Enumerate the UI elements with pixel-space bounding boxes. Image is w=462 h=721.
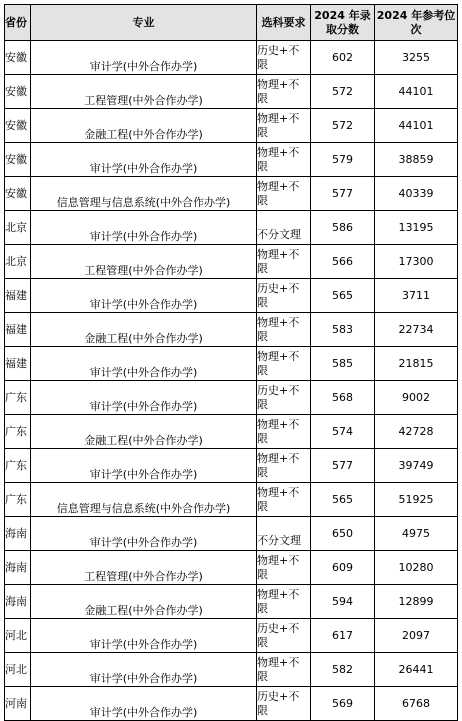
cell-province: 河北 bbox=[5, 653, 31, 687]
cell-score: 583 bbox=[311, 313, 375, 347]
cell-rank: 3711 bbox=[375, 279, 458, 313]
cell-requirement: 物理+不限 bbox=[257, 585, 311, 619]
cell-province: 海南 bbox=[5, 551, 31, 585]
cell-province: 广东 bbox=[5, 381, 31, 415]
cell-province: 安徽 bbox=[5, 177, 31, 211]
cell-rank: 51925 bbox=[375, 483, 458, 517]
cell-score: 572 bbox=[311, 75, 375, 109]
cell-requirement: 物理+不限 bbox=[257, 449, 311, 483]
table-row bbox=[5, 517, 458, 551]
cell-major: 审计学(中外合作办学) bbox=[31, 517, 257, 551]
admission-table bbox=[4, 4, 458, 721]
table-row bbox=[5, 245, 458, 279]
cell-rank: 3255 bbox=[375, 41, 458, 75]
header-major: 专业 bbox=[31, 5, 257, 41]
cell-requirement: 物理+不限 bbox=[257, 143, 311, 177]
cell-score: 617 bbox=[311, 619, 375, 653]
cell-score: 586 bbox=[311, 211, 375, 245]
cell-major: 金融工程(中外合作办学) bbox=[31, 415, 257, 449]
cell-province: 广东 bbox=[5, 449, 31, 483]
table-row bbox=[5, 279, 458, 313]
cell-requirement: 物理+不限 bbox=[257, 551, 311, 585]
cell-score: 577 bbox=[311, 449, 375, 483]
cell-major: 信息管理与信息系统(中外合作办学) bbox=[31, 483, 257, 517]
header-row bbox=[5, 5, 458, 41]
cell-province: 福建 bbox=[5, 279, 31, 313]
cell-major: 审计学(中外合作办学) bbox=[31, 687, 257, 721]
cell-requirement: 物理+不限 bbox=[257, 75, 311, 109]
cell-rank: 44101 bbox=[375, 75, 458, 109]
cell-requirement: 物理+不限 bbox=[257, 653, 311, 687]
cell-score: 582 bbox=[311, 653, 375, 687]
cell-major: 工程管理(中外合作办学) bbox=[31, 75, 257, 109]
cell-province: 河北 bbox=[5, 619, 31, 653]
table-row bbox=[5, 347, 458, 381]
cell-province: 福建 bbox=[5, 313, 31, 347]
cell-score: 650 bbox=[311, 517, 375, 551]
cell-rank: 12899 bbox=[375, 585, 458, 619]
cell-province: 安徽 bbox=[5, 143, 31, 177]
cell-requirement: 历史+不限 bbox=[257, 279, 311, 313]
cell-rank: 40339 bbox=[375, 177, 458, 211]
cell-score: 577 bbox=[311, 177, 375, 211]
cell-rank: 21815 bbox=[375, 347, 458, 381]
cell-requirement: 物理+不限 bbox=[257, 109, 311, 143]
table-row bbox=[5, 585, 458, 619]
cell-score: 594 bbox=[311, 585, 375, 619]
table-row bbox=[5, 313, 458, 347]
cell-major: 审计学(中外合作办学) bbox=[31, 41, 257, 75]
cell-province: 海南 bbox=[5, 585, 31, 619]
cell-rank: 42728 bbox=[375, 415, 458, 449]
cell-requirement: 物理+不限 bbox=[257, 347, 311, 381]
cell-province: 广东 bbox=[5, 483, 31, 517]
cell-major: 工程管理(中外合作办学) bbox=[31, 551, 257, 585]
header-rank: 2024 年参考位次 bbox=[375, 5, 458, 41]
cell-province: 广东 bbox=[5, 415, 31, 449]
header-requirement: 选科要求 bbox=[257, 5, 311, 41]
cell-rank: 4975 bbox=[375, 517, 458, 551]
cell-rank: 38859 bbox=[375, 143, 458, 177]
cell-score: 566 bbox=[311, 245, 375, 279]
cell-major: 审计学(中外合作办学) bbox=[31, 449, 257, 483]
cell-score: 579 bbox=[311, 143, 375, 177]
header-score: 2024 年录取分数 bbox=[311, 5, 375, 41]
cell-requirement: 物理+不限 bbox=[257, 313, 311, 347]
cell-province: 安徽 bbox=[5, 75, 31, 109]
cell-requirement: 历史+不限 bbox=[257, 619, 311, 653]
cell-score: 565 bbox=[311, 279, 375, 313]
cell-rank: 26441 bbox=[375, 653, 458, 687]
cell-rank: 6768 bbox=[375, 687, 458, 721]
cell-requirement: 物理+不限 bbox=[257, 177, 311, 211]
cell-major: 金融工程(中外合作办学) bbox=[31, 109, 257, 143]
cell-score: 602 bbox=[311, 41, 375, 75]
cell-requirement: 历史+不限 bbox=[257, 381, 311, 415]
table-row bbox=[5, 483, 458, 517]
cell-score: 609 bbox=[311, 551, 375, 585]
table-row bbox=[5, 653, 458, 687]
cell-score: 572 bbox=[311, 109, 375, 143]
table-row bbox=[5, 619, 458, 653]
cell-province: 安徽 bbox=[5, 109, 31, 143]
cell-requirement: 历史+不限 bbox=[257, 41, 311, 75]
table-row bbox=[5, 143, 458, 177]
table-row bbox=[5, 211, 458, 245]
cell-rank: 17300 bbox=[375, 245, 458, 279]
table-row bbox=[5, 449, 458, 483]
cell-rank: 44101 bbox=[375, 109, 458, 143]
cell-major: 审计学(中外合作办学) bbox=[31, 381, 257, 415]
cell-score: 569 bbox=[311, 687, 375, 721]
table-row bbox=[5, 687, 458, 721]
cell-major: 金融工程(中外合作办学) bbox=[31, 313, 257, 347]
cell-major: 审计学(中外合作办学) bbox=[31, 279, 257, 313]
cell-rank: 2097 bbox=[375, 619, 458, 653]
cell-requirement: 不分文理 bbox=[257, 517, 311, 551]
cell-rank: 10280 bbox=[375, 551, 458, 585]
table-header bbox=[5, 5, 458, 41]
cell-major: 金融工程(中外合作办学) bbox=[31, 585, 257, 619]
cell-province: 北京 bbox=[5, 245, 31, 279]
cell-score: 565 bbox=[311, 483, 375, 517]
header-province: 省份 bbox=[5, 5, 31, 41]
table-body bbox=[5, 41, 458, 721]
cell-province: 河南 bbox=[5, 687, 31, 721]
cell-requirement: 物理+不限 bbox=[257, 245, 311, 279]
cell-requirement: 历史+不限 bbox=[257, 687, 311, 721]
cell-province: 福建 bbox=[5, 347, 31, 381]
cell-major: 信息管理与信息系统(中外合作办学) bbox=[31, 177, 257, 211]
cell-province: 海南 bbox=[5, 517, 31, 551]
cell-rank: 22734 bbox=[375, 313, 458, 347]
table-row bbox=[5, 381, 458, 415]
table-row bbox=[5, 415, 458, 449]
cell-major: 审计学(中外合作办学) bbox=[31, 619, 257, 653]
cell-requirement: 物理+不限 bbox=[257, 483, 311, 517]
table-row bbox=[5, 109, 458, 143]
cell-rank: 39749 bbox=[375, 449, 458, 483]
cell-major: 工程管理(中外合作办学) bbox=[31, 245, 257, 279]
cell-score: 585 bbox=[311, 347, 375, 381]
table-row bbox=[5, 75, 458, 109]
cell-province: 安徽 bbox=[5, 41, 31, 75]
cell-requirement: 物理+不限 bbox=[257, 415, 311, 449]
cell-major: 审计学(中外合作办学) bbox=[31, 211, 257, 245]
table-row bbox=[5, 551, 458, 585]
cell-score: 574 bbox=[311, 415, 375, 449]
cell-score: 568 bbox=[311, 381, 375, 415]
table-row bbox=[5, 177, 458, 211]
cell-requirement: 不分文理 bbox=[257, 211, 311, 245]
cell-major: 审计学(中外合作办学) bbox=[31, 143, 257, 177]
cell-province: 北京 bbox=[5, 211, 31, 245]
cell-major: 审计学(中外合作办学) bbox=[31, 347, 257, 381]
table-row bbox=[5, 41, 458, 75]
cell-rank: 9002 bbox=[375, 381, 458, 415]
cell-rank: 13195 bbox=[375, 211, 458, 245]
cell-major: 审计学(中外合作办学) bbox=[31, 653, 257, 687]
